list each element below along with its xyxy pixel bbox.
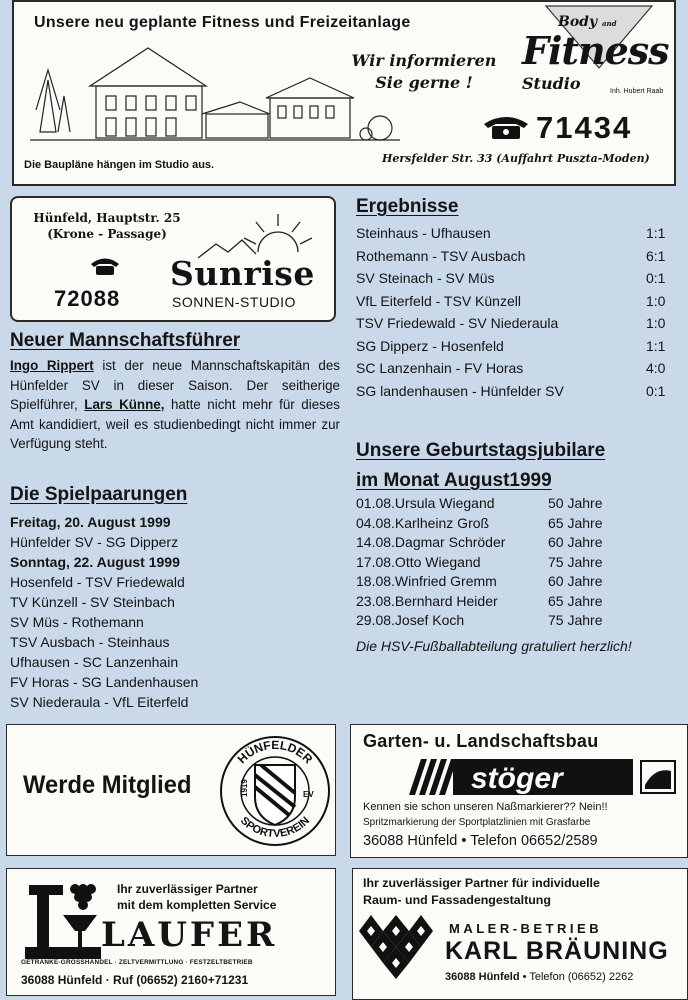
fitness-address: Hersfelder Str. 33 (Auffahrt Puszta-Moden) [382,152,650,165]
result-match: Steinhaus - Ufhausen [356,225,491,241]
inform-line-1: Wir informieren [351,51,497,70]
pairings-day-sunday: Sonntag, 22. August 1999 [10,554,180,570]
stoeger-logo-text: stöger [471,762,563,795]
birthday-person: 14.08.Dagmar Schröder [356,534,506,550]
birthday-person: 23.08.Bernhard Heider [356,592,498,609]
seal-ev: EV [303,790,314,799]
birthday-person: 29.08.Josef Koch [356,612,465,628]
braeuning-name: KARL BRÄUNING [445,937,669,965]
birthday-age: 60 Jahre [548,534,603,550]
result-row [356,380,676,403]
result-score: 1:1 [646,337,666,354]
captain-text-2: hatte nicht mehr für dieses Amt kandidiert, weil es studienbedingt nicht immer zur Verfügung steht. [10,397,340,451]
sunrise-address [32,210,182,242]
braeuning-trade: MALER-BETRIEB [449,921,603,936]
birthday-row [356,533,676,553]
sunrise-brand: Sunrise [170,254,315,293]
brand-studio: Studio [522,74,581,93]
result-row [356,245,676,268]
result-row [356,222,676,245]
fitness-studio-ad [12,0,676,186]
result-match: VfL Eiterfeld - TSV Künzell [356,292,521,309]
sunrise-studio-ad [10,196,336,322]
result-score: 1:0 [646,292,666,309]
result-match: SV Steinach - SV Müs [356,270,495,286]
result-match: SG landenhausen - Hünfelder SV [356,382,564,399]
birthday-row [356,553,676,573]
braeuning-slogan-line-1: Ihr zuverlässiger Partner für individuelle [363,876,600,890]
result-row [356,312,676,335]
brand-body: Body [558,14,598,30]
results-table [356,222,676,402]
old-captain-name: Lars Künne, [84,397,165,412]
birthday-age: 75 Jahre [548,612,603,628]
become-member-text: Werde Mitglied [23,771,192,799]
pairing-game: FV Horas - SG Landenhausen [10,674,199,690]
pairings-list [10,512,340,712]
birthdays-title-line-2: im Monat August1999 [356,470,552,491]
result-match: SG Dipperz - Hosenfeld [356,337,504,354]
stoeger-question: Kennen sie schon unseren Naßmarkierer?? Nein!! [363,801,608,813]
braeuning-contact [445,971,633,983]
braeuning-phone: • Telefon (06652) 2262 [522,971,634,983]
laufer-tagline: GETRÄNKE-GROSSHANDEL · ZELTVERMITTLUNG · FESTZELTBETRIEB [21,959,253,966]
sunrise-address-line-2: (Krone - Passage) [47,227,167,241]
brand-fitness: Fitness [522,28,669,73]
laufer-slogan-line-2: mit dem kompletten Service [117,898,277,912]
birthdays-title [356,436,605,496]
captain-text-1: ist der neue Mannschaftskapitän des Hünfelder SV in dieser Saison. Der seitherige Spielführer, [10,358,340,412]
pairing-game: Ufhausen - SC Lanzenhain [10,654,179,670]
pairing-game: SV Niederaula - VfL Eiterfeld [10,694,189,710]
result-row [356,267,676,290]
telephone-icon [482,114,530,140]
birthday-age: 65 Jahre [548,514,603,531]
birthday-person: 04.08.Karlheinz Groß [356,514,490,531]
result-score: 1:1 [646,225,666,241]
birthday-age: 60 Jahre [548,573,603,589]
result-row [356,335,676,358]
wine-glass-icon [25,877,105,961]
pairings-day-friday: Freitag, 20. August 1999 [10,514,171,530]
wave-icon [645,770,671,789]
birthdays-title-line-1: Unsere Geburtstagsjubilare [356,440,606,461]
seal-year: 1919 [240,779,249,797]
result-score: 4:0 [646,360,666,376]
pairing-game: TV Künzell - SV Steinbach [10,594,175,610]
captain-article-title: Neuer Mannschaftsführer [10,330,241,351]
birthday-row [356,611,676,631]
result-score: 0:1 [646,270,666,286]
birthday-person: 01.08.Ursula Wiegand [356,495,495,511]
sunrise-subtitle: SONNEN-STUDIO [172,294,296,310]
pairing-game: SV Müs - Rothemann [10,614,144,630]
birthday-row [356,592,676,612]
sunrise-address-line-1: Hünfeld, Hauptstr. 25 [33,211,181,225]
pairing-game: Hünfelder SV - SG Dipperz [10,534,179,550]
fitness-phone-number: 71434 [536,110,633,145]
laufer-beverages-ad [6,868,336,996]
brand-and: and [601,19,617,28]
club-seal-icon [219,735,331,847]
result-score: 0:1 [646,382,666,399]
braeuning-city: 36088 Hünfeld [445,971,520,983]
stoeger-contact: 36088 Hünfeld • Telefon 06652/2589 [363,833,598,849]
laufer-slogan [117,881,276,913]
telephone-icon [90,256,120,276]
braeuning-painter-ad [352,868,688,1000]
pairings-title: Die Spielpaarungen [10,484,188,505]
stoeger-title: Garten- u. Landschaftsbau [363,731,599,751]
birthday-age: 50 Jahre [548,495,603,511]
fitness-inform-text [344,50,504,94]
result-score: 1:0 [646,315,666,331]
result-match: SC Lanzenhain - FV Horas [356,360,524,376]
fitness-studio-logo [514,4,674,104]
membership-ad [6,724,336,856]
birthday-person: 17.08.Otto Wiegand [356,553,481,570]
seal-bottom-text: SPORTVEREIN [237,814,313,841]
birthday-row [356,572,676,592]
painter-logo-icon [359,913,433,979]
result-match: TSV Friedewald - SV Niederaula [356,315,559,331]
seal-top-text: HÜNFELDER [234,737,316,767]
captain-article-body [10,356,340,454]
result-match: Rothemann - TSV Ausbach [356,247,526,264]
studio-owner: Inh. Hubert Raab [610,88,664,95]
result-row [356,290,676,313]
birthday-person: 18.08.Winfried Gremm [356,573,497,589]
fitness-ad-headline: Unsere neu geplante Fitness und Freizeitanlage [34,14,411,31]
new-captain-name: Ingo Rippert [10,358,94,373]
braeuning-slogan-line-2: Raum- und Fassadengestaltung [363,893,551,907]
result-row [356,357,676,380]
laufer-contact: 36088 Hünfeld · Ruf (06652) 2160+71231 [21,973,249,987]
stoeger-logo [409,757,679,797]
braeuning-slogan [363,875,600,909]
inform-line-2: Sie gerne ! [375,73,473,92]
rising-sun-icon [198,206,328,260]
pairing-game: Hosenfeld - TSV Friedewald [10,574,185,590]
stoeger-landscaping-ad [350,724,688,858]
laufer-slogan-line-1: Ihr zuverlässiger Partner [117,882,258,896]
birthday-row [356,514,676,534]
birthdays-list [356,494,676,631]
pairing-game: TSV Ausbach - Steinhaus [10,634,170,650]
results-title: Ergebnisse [356,196,459,217]
laufer-brand: LAUFER [101,915,278,955]
result-score: 6:1 [646,247,666,264]
birthday-congratulations: Die HSV-Fußballabteilung gratuliert herzlich! [356,638,632,654]
birthday-row [356,494,676,514]
sunrise-phone-number: 72088 [54,286,121,311]
birthday-age: 75 Jahre [548,553,603,570]
plans-note: Die Baupläne hängen im Studio aus. [24,159,215,171]
stoeger-service: Spritzmarkierung der Sportplatzlinien mit Grasfarbe [363,817,591,828]
svg-text:HÜNFELDER [235,738,316,767]
birthday-age: 65 Jahre [548,592,603,609]
